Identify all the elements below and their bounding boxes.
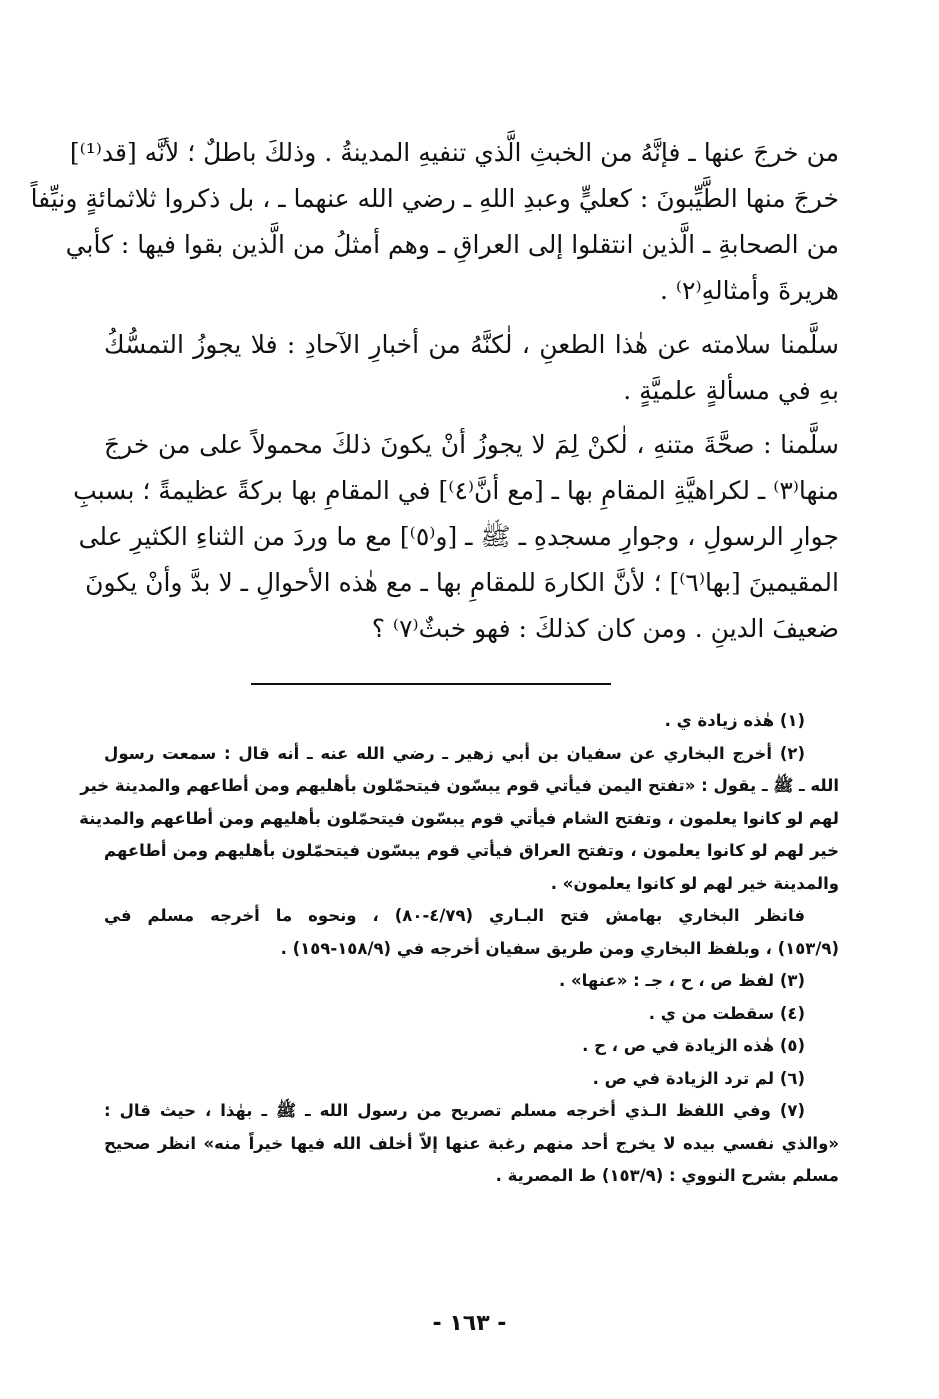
footnote-line: (١٥٣/٩) ، وبلفظ البخاري ومن طريق سفيان أخرجه في (١٥٨/٩-١٥٩) . (280, 938, 839, 958)
footnotes (79, 705, 839, 1193)
footnote-line: (٢) أخرج البخاري عن سفيان بن أبي زهير ـ رضي الله عنه ـ أنه قال : سمعت رسول (104, 743, 805, 763)
text-line: سلَّمنا سلامته عن هٰذا الطعنِ ، لٰكنَّهُ من أخبارِ الآحادِ : فلا يجوزُ التمسُّكُ (104, 330, 839, 359)
footnote-3 (104, 965, 839, 998)
text-line: هريرةَ وأمثالهِ⁽٢⁾ . (660, 276, 839, 305)
text-line: من خرجَ عنها ـ فإنَّهُ من الخبثِ الَّذي تنفيهِ المدينةُ . وذلكَ باطلٌ ؛ لأنَّه [قد⁽¹⁾] (69, 138, 839, 167)
text-line: خرجَ منها الطَّيِّبونَ : كعليٍّ وعبدِ اللهِ ـ رضي الله عنهما ـ ، بل ذكروا ثلاثمائةٍ ونيِّفاً (30, 184, 839, 213)
text-line: جوارِ الرسولِ ، وجوارِ مسجدهِ ـ ﷺ ـ [و⁽٥⁾] مع ما وردَ من الثناءِ الكثيرِ على (78, 522, 839, 551)
footnote-line: والمدينة خير لهم لو كانوا يعلمون» . (550, 873, 839, 893)
footnote-line: (٣) لفظ ص ، ح ، جـ : «عنها» . (558, 971, 805, 990)
footnote-line: مسلم بشرح النووي : (١٥٣/٩) ط المصرية . (495, 1166, 839, 1185)
main-paragraph-1 (30, 130, 839, 314)
footnote-line: (٦) لم ترد الزيادة في ص . (592, 1068, 805, 1088)
text-line: المقيمينَ [بها⁽٦⁾] ؛ لأنَّ الكارهَ للمقامِ بها ـ مع هٰذه الأحوالِ ـ لا بدَّ وأنْ يكونَ (85, 568, 839, 597)
footnote-6 (104, 1063, 839, 1096)
main-paragraph-2 (104, 322, 839, 414)
footnote-4 (104, 998, 839, 1031)
text-line: ضعيفَ الدينِ . ومن كان كذلكَ : فهو خبثٌ⁽٧⁾ ؟ (371, 614, 839, 643)
text-line: بهِ في مسألةٍ علميَّةٍ . (623, 376, 839, 405)
footnote-2 (79, 738, 839, 901)
footnote-line: خير لهم لو كانوا يعلمون ، وتفتح العراق فيأتي قوم يبسّون فيتحمّلون بأهليهم ومن أطاعهم (104, 841, 839, 860)
text-line: من الصحابةِ ـ الَّذين انتقلوا إلى العراقِ ـ وهم أمثلُ من الَّذين بقوا فيها : كأبي (65, 230, 839, 259)
footnote-line: (٧) وفي اللفظ الـذي أخرجه مسلم تصريح من رسول الله ـ ﷺ ـ بهٰذا ، حيث قال : (104, 1101, 805, 1120)
page-number: - ١٦٣ - (432, 1311, 507, 1336)
main-text (30, 130, 839, 660)
main-paragraph-3 (73, 422, 839, 652)
footnote-separator (251, 683, 611, 685)
footnote-1 (104, 705, 839, 738)
footnote-7 (104, 1095, 839, 1193)
footnote-line: (١) هٰذه زيادة ي . (664, 711, 805, 730)
footnote-line: لهم لو كانوا يعلمون ، وتفتح الشام فيأتي قوم يبسّون فيتحمّلون بأهليهم ومن أطاعهم والمدينة (79, 808, 839, 828)
footnote-line: «والذي نفسي بيده لا يخرج أحد منهم رغبة عنها إلاّ أخلف الله فيها خيراً منه» انظر صحيح (104, 1133, 839, 1153)
text-line: منها⁽٣⁾ ـ لكراهيَّةِ المقامِ بها ـ [مع أنَّ⁽٤⁾] في المقامِ بها بركةً عظيمةً ؛ بسببِ (73, 476, 839, 505)
text-line: سلَّمنا : صحَّةَ متنهِ ، لٰكنْ لِمَ لا يجوزُ أنْ يكونَ ذلكَ محمولاً على من خرجَ (104, 430, 839, 459)
footnote-5 (104, 1030, 839, 1063)
footnote-line: الله ـ ﷺ ـ يقول : «تفتح اليمن فيأتي قوم يبسّون فيتحمّلون بأهليهم ومن أطاعهم والمدينة خير (80, 776, 839, 795)
footnote-line: (٤) سقطت من ي . (648, 1003, 805, 1023)
footnote-line: فانظر البخاري بهامش فتح البـاري (٤/٧٩-٨٠) ، ونحوه ما أخرجه مسلم في (104, 906, 805, 925)
footnote-line: (٥) هٰذه الزيادة في ص ، ح . (582, 1036, 805, 1055)
footnote-2-continuation (104, 900, 839, 965)
